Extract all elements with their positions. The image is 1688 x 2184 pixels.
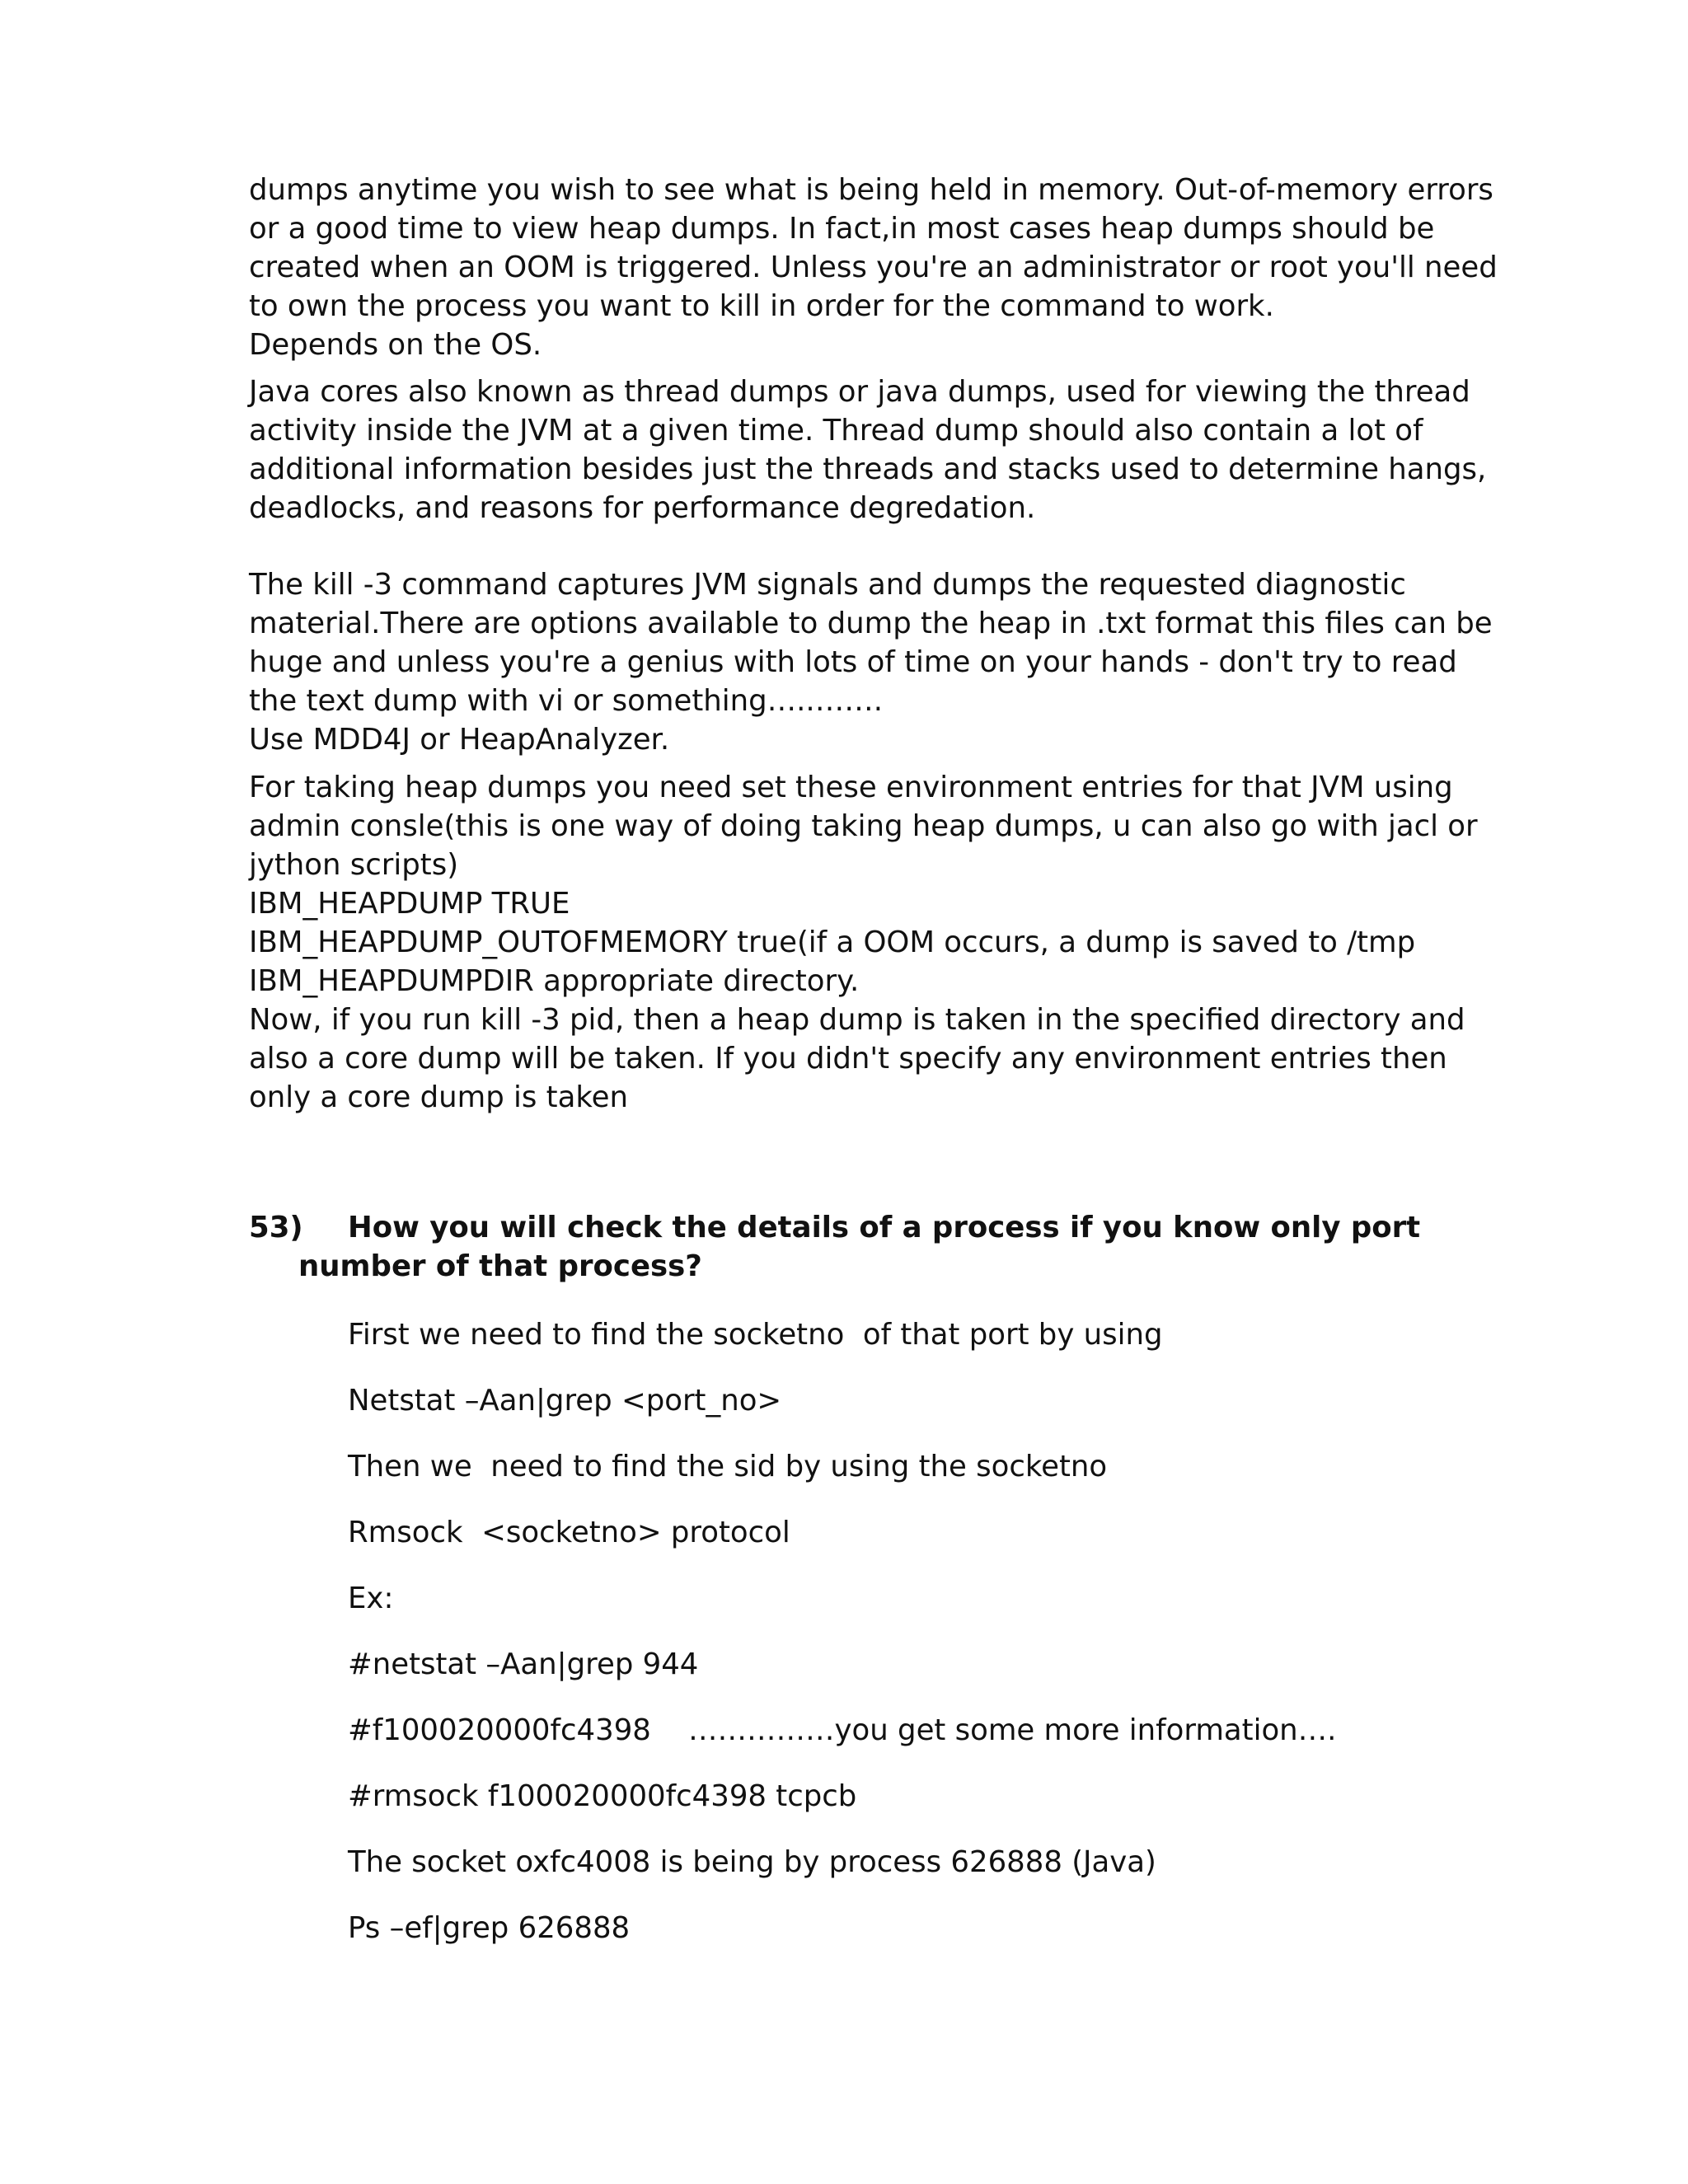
text-line: IBM_HEAPDUMP_OUTOFMEMORY true(if a OOM occurs, a dump is saved to /tmp: [249, 926, 1416, 959]
text-line: created when an OOM is triggered. Unless you're an administrator or root you'll need: [249, 251, 1498, 284]
text-line: jython scripts): [249, 848, 459, 882]
answer-step: Then we need to find the sid by using the socketno: [348, 1450, 1108, 1483]
text-line: the text dump with vi or something…..…….: [249, 684, 883, 718]
answer-command: Rmsock <socketno> protocol: [348, 1516, 790, 1549]
text-line: admin consle(this is one way of doing taking heap dumps, u can also go with jacl or: [249, 809, 1478, 843]
example-label: Ex:: [348, 1582, 394, 1615]
text-line: additional information besides just the threads and stacks used to determine hangs,: [249, 452, 1487, 486]
text-line: also a core dump will be taken. If you didn't specify any environment entries then: [249, 1042, 1447, 1076]
paragraph-java-cores: [249, 373, 1487, 527]
text-line: or a good time to view heap dumps. In fact,in most cases heap dumps should be: [249, 212, 1435, 246]
text-line: Use MDD4J or HeapAnalyzer.: [249, 723, 670, 757]
answer-command: Netstat –Aan|grep <port_no>: [348, 1384, 782, 1418]
text-line: dumps anytime you wish to see what is being held in memory. Out-of-memory errors: [249, 173, 1493, 207]
example-output: #f100020000fc4398 ……………you get some more information….: [348, 1713, 1337, 1747]
text-line: material.There are options available to dump the heap in .txt format this files can be: [249, 607, 1493, 640]
question-number: 53): [249, 1211, 303, 1244]
text-line: IBM_HEAPDUMP TRUE: [249, 887, 570, 921]
text-line: huge and unless you're a genius with lots of time on your hands - don't try to read: [249, 645, 1457, 679]
example-command: #netstat –Aan|grep 944: [348, 1647, 699, 1681]
text-line: activity inside the JVM at a given time. Thread dump should also contain a lot of: [249, 414, 1423, 448]
text-line: For taking heap dumps you need set these environment entries for that JVM using: [249, 771, 1453, 804]
text-line: Java cores also known as thread dumps or java dumps, used for viewing the thread: [249, 375, 1470, 409]
question-heading-continued: number of that process?: [298, 1249, 702, 1283]
text-line: Depends on the OS.: [249, 328, 542, 362]
paragraph-heap-dumps: [249, 171, 1498, 364]
example-command: #rmsock f100020000fc4398 tcpcb: [348, 1779, 857, 1813]
text-line: only a core dump is taken: [249, 1080, 628, 1114]
text-line: deadlocks, and reasons for performance degredation.: [249, 491, 1036, 525]
text-line: Now, if you run kill -3 pid, then a heap dump is taken in the specified directory and: [249, 1003, 1465, 1037]
answer-step: First we need to find the socketno of that port by using: [348, 1318, 1163, 1352]
example-command: Ps –ef|grep 626888: [348, 1911, 631, 1945]
example-output: The socket oxfc4008 is being by process 626888 (Java): [348, 1845, 1156, 1879]
paragraph-environment-entries: [249, 768, 1478, 1117]
paragraph-kill-command: [249, 565, 1493, 759]
text-line: IBM_HEAPDUMPDIR appropriate directory.: [249, 964, 860, 998]
question-heading: How you will check the details of a process if you know only port: [348, 1211, 1421, 1244]
text-line: The kill -3 command captures JVM signals and dumps the requested diagnostic: [249, 568, 1406, 602]
text-line: to own the process you want to kill in order for the command to work.: [249, 289, 1274, 323]
